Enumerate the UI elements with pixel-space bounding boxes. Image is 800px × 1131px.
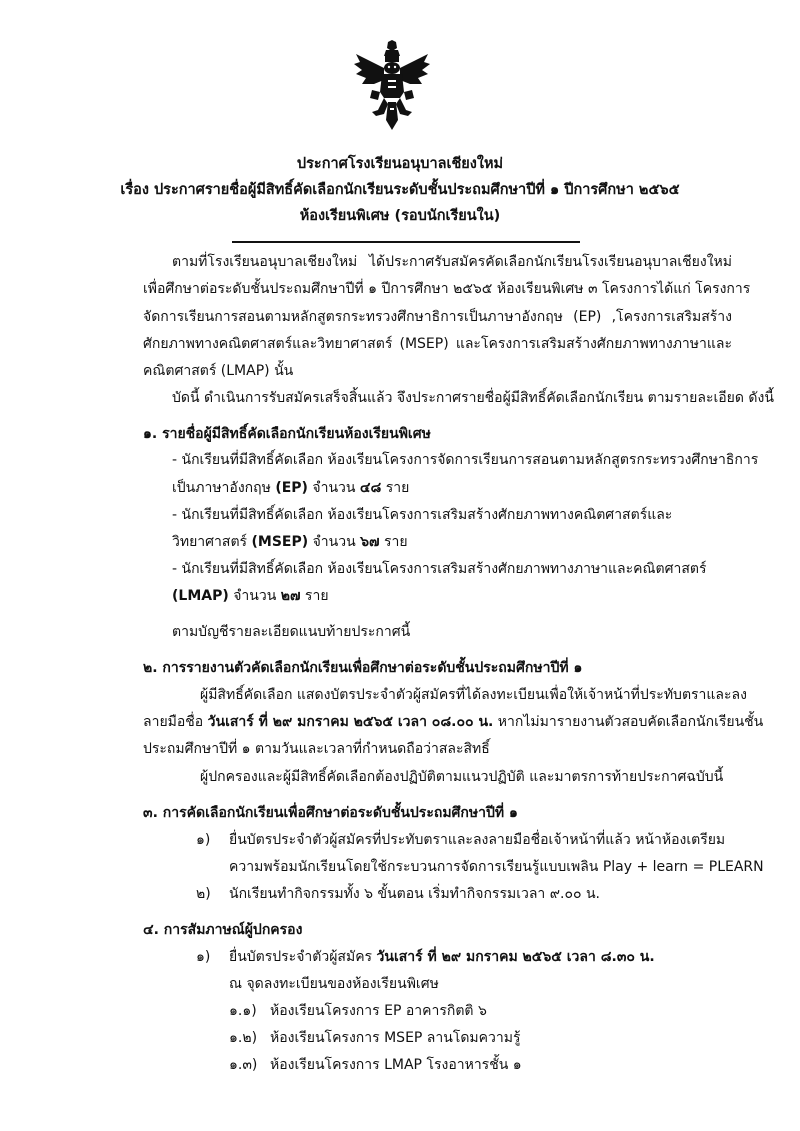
announcement-subject: เรื่อง ประกาศรายชื่อผู้มีสิทธิ์คัดเลือกนักเรียนระดับชั้นประถมศึกษาปีที่ ๑ ปีการศึกษา ๒๕๖๕ — [120, 182, 680, 198]
intro-closing: บัดนี้ ดำเนินการรับสมัครเสร็จสิ้นแล้ว จึงประกาศรายชื่อผู้มีสิทธิ์คัดเลือกนักเรียน ตามรายละเอียด ดังนี้ — [172, 390, 774, 406]
section-2-para-1-line-1: ผู้มีสิทธิ์คัดเลือก แสดงบัตรประจำตัวผู้สมัครที่ได้ลงทะเบียนเพื่อให้เจ้าหน้าที่ประทับตราและลง — [200, 687, 747, 703]
section-1-item-3-line-2 — [172, 589, 329, 603]
section-2-para-1-line-2 — [143, 715, 763, 729]
intro-line-5: คณิตศาสตร์ (LMAP) นั้น — [143, 363, 294, 379]
student-count: ๖๗ — [360, 534, 380, 550]
section-3-item-1-number: ๑) — [196, 832, 211, 848]
section-3-item-2-number: ๒) — [196, 886, 211, 902]
section-1-item-3-line-1: - นักเรียนที่มีสิทธิ์คัดเลือก ห้องเรียนโครงการเสริมสร้างศักยภาพทางภาษาและคณิตศาสตร์ — [172, 561, 707, 577]
item-text: จำนวน — [307, 480, 360, 496]
section-4-sub-1-number: ๑.๑) — [229, 1003, 257, 1019]
section-3-item-1-line-1: ยื่นบัตรประจำตัวผู้สมัครที่ประทับตราและลงลายมือชื่อเจ้าหน้าที่แล้ว หน้าห้องเตรียม — [229, 832, 726, 848]
section-3-item-1-line-2: ความพร้อมนักเรียนโดยใช้กระบวนการจัดการเรียนรู้แบบเพลิน Play + learn = PLEARN — [229, 859, 764, 875]
section-1-item-1-line-2 — [172, 481, 409, 495]
program-code: (EP) — [275, 480, 308, 496]
title-divider — [232, 241, 580, 243]
section-4-item-1-number: ๑) — [196, 949, 211, 965]
section-1-note: ตามบัญชีรายละเอียดแนบท้ายประกาศนี้ — [172, 624, 411, 640]
interview-date: วันเสาร์ ที่ ๒๙ มกราคม ๒๕๖๕ เวลา ๘.๓๐ น. — [376, 949, 655, 965]
section-4-sub-2-number: ๑.๒) — [229, 1030, 258, 1046]
section-2-para-1-line-3: ประถมศึกษาปีที่ ๑ ตามวันและเวลาที่กำหนดถือว่าสละสิทธิ์ — [143, 741, 490, 757]
item-text: ราย — [379, 534, 408, 550]
section-2-heading: ๒. การรายงานตัวคัดเลือกนักเรียนเพื่อศึกษาต่อระดับชั้นประถมศึกษาปีที่ ๑ — [143, 660, 583, 676]
section-3-item-2-line-1: นักเรียนทำกิจกรรมทั้ง ๖ ขั้นตอน เริ่มทำกิจกรรมเวลา ๙.๐๐ น. — [229, 886, 600, 902]
section-1-heading: ๑. รายชื่อผู้มีสิทธิ์คัดเลือกนักเรียนห้องเรียนพิเศษ — [143, 426, 431, 442]
section-4-item-1-line-2: ณ จุดลงทะเบียนของห้องเรียนพิเศษ — [229, 976, 439, 992]
announcement-subtitle: ห้องเรียนพิเศษ (รอบนักเรียนใน) — [299, 208, 501, 224]
section-1-item-2-line-1: - นักเรียนที่มีสิทธิ์คัดเลือก ห้องเรียนโครงการเสริมสร้างศักยภาพทางคณิตศาสตร์และ — [172, 507, 673, 523]
section-4-item-1-line-1 — [229, 950, 655, 964]
garuda-emblem-icon — [352, 40, 432, 130]
item-text: เป็นภาษาอังกฤษ — [172, 480, 276, 496]
para-text: ลายมือชื่อ — [143, 714, 208, 730]
item-text: ราย — [381, 480, 410, 496]
program-code: (LMAP) — [172, 588, 229, 604]
section-1-item-1-line-1: - นักเรียนที่มีสิทธิ์คัดเลือก ห้องเรียนโครงการจัดการเรียนการสอนตามหลักสูตรกระทรวงศึกษาธิการ — [172, 452, 759, 468]
section-1-item-2-line-2 — [172, 535, 408, 549]
para-text: หากไม่มารายงานตัวสอบคัดเลือกนักเรียนชั้น — [493, 714, 764, 730]
intro-line-4: ศักยภาพทางคณิตศาสตร์และวิทยาศาสตร์ (MSEP) และโครงการเสริมสร้างศักยภาพทางภาษาและ — [143, 336, 732, 352]
item-text: ราย — [300, 588, 329, 604]
intro-line-3: จัดการเรียนการสอนตามหลักสูตรกระทรวงศึกษาธิการเป็นภาษาอังกฤษ (EP) ,โครงการเสริมสร้าง — [143, 309, 732, 325]
section-3-heading: ๓. การคัดเลือกนักเรียนเพื่อศึกษาต่อระดับชั้นประถมศึกษาปีที่ ๑ — [143, 805, 518, 821]
item-text: วิทยาศาสตร์ — [172, 534, 252, 550]
intro-line-1: ตามที่โรงเรียนอนุบาลเชียงใหม่ ได้ประกาศรับสมัครคัดเลือกนักเรียนโรงเรียนอนุบาลเชียงใหม่ — [172, 254, 732, 270]
section-4-sub-3-text: ห้องเรียนโครงการ LMAP โรงอาหารชั้น ๑ — [270, 1057, 522, 1073]
section-2-para-2: ผู้ปกครองและผู้มีสิทธิ์คัดเลือกต้องปฏิบัติตามแนวปฏิบัติ และมาตรการท้ายประกาศฉบับนี้ — [200, 769, 724, 785]
program-code: (MSEP) — [251, 534, 309, 550]
intro-line-2: เพื่อศึกษาต่อระดับชั้นประถมศึกษาปีที่ ๑ ปีการศึกษา ๒๕๖๕ ห้องเรียนพิเศษ ๓ โครงการได้แก่ โครงการ — [143, 281, 751, 297]
student-count: ๒๗ — [280, 588, 301, 604]
section-4-sub-2-text: ห้องเรียนโครงการ MSEP ลานโดมความรู้ — [270, 1030, 521, 1046]
section-4-heading: ๔. การสัมภาษณ์ผู้ปกครอง — [143, 922, 303, 938]
item-text: ยื่นบัตรประจำตัวผู้สมัคร — [229, 949, 377, 965]
report-date: วันเสาร์ ที่ ๒๙ มกราคม ๒๕๖๕ เวลา ๐๘.๐๐ น. — [207, 714, 494, 730]
student-count: ๔๘ — [359, 480, 382, 496]
section-4-sub-1-text: ห้องเรียนโครงการ EP อาคารกิตติ ๖ — [270, 1003, 487, 1019]
announcement-title: ประกาศโรงเรียนอนุบาลเชียงใหม่ — [296, 156, 504, 172]
item-text: จำนวน — [228, 588, 281, 604]
section-4-sub-3-number: ๑.๓) — [229, 1057, 258, 1073]
item-text: จำนวน — [308, 534, 361, 550]
